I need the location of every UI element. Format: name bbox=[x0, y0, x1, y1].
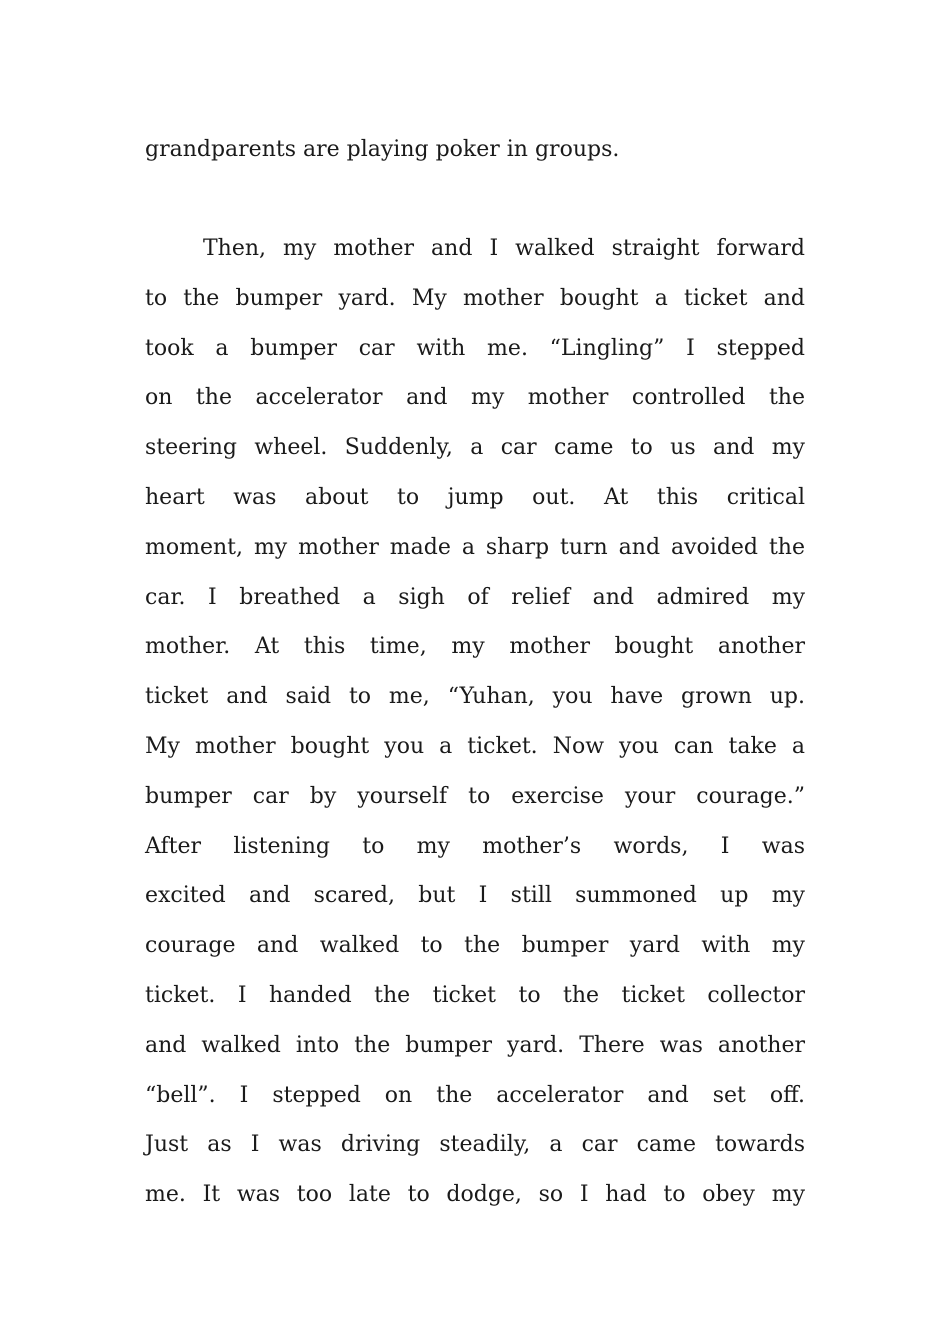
text-line: and walked into the bumper yard. There was another bbox=[145, 1032, 805, 1058]
text-line: mother. At this time, my mother bought another bbox=[145, 634, 805, 660]
text-line: bumper car by yourself to exercise your courage.” bbox=[145, 783, 805, 809]
text-line: ticket. I handed the ticket to the ticket collector bbox=[145, 982, 805, 1008]
text-line: took a bumper car with me. “Lingling” I stepped bbox=[145, 335, 805, 361]
text-line: to the bumper yard. My mother bought a ticket and bbox=[145, 285, 805, 311]
text-line: courage and walked to the bumper yard with my bbox=[145, 933, 805, 959]
text-line: ticket and said to me, “Yuhan, you have grown up. bbox=[145, 684, 805, 710]
paragraph-continuation bbox=[145, 125, 805, 175]
text-line: My mother bought you a ticket. Now you can take a bbox=[145, 733, 805, 759]
text-line: on the accelerator and my mother controlled the bbox=[145, 385, 805, 411]
text-line: car. I breathed a sigh of relief and admired my bbox=[145, 584, 805, 610]
text-line: steering wheel. Suddenly, a car came to us and my bbox=[145, 435, 805, 461]
text-line: grandparents are playing poker in groups. bbox=[145, 137, 620, 162]
text-line: After listening to my mother’s words, I was bbox=[145, 833, 805, 859]
text-line: moment, my mother made a sharp turn and avoided the bbox=[145, 534, 805, 560]
text-line: “bell”. I stepped on the accelerator and set off. bbox=[145, 1082, 805, 1108]
text-line: me. It was too late to dodge, so I had to obey my bbox=[145, 1182, 805, 1208]
text-line: Then, my mother and I walked straight forward bbox=[203, 236, 805, 261]
paragraph-bumper-cars bbox=[145, 224, 805, 1220]
text-line: Just as I was driving steadily, a car came towards bbox=[145, 1132, 805, 1158]
text-line: excited and scared, but I still summoned up my bbox=[145, 883, 805, 909]
text-line: heart was about to jump out. At this critical bbox=[145, 484, 805, 510]
